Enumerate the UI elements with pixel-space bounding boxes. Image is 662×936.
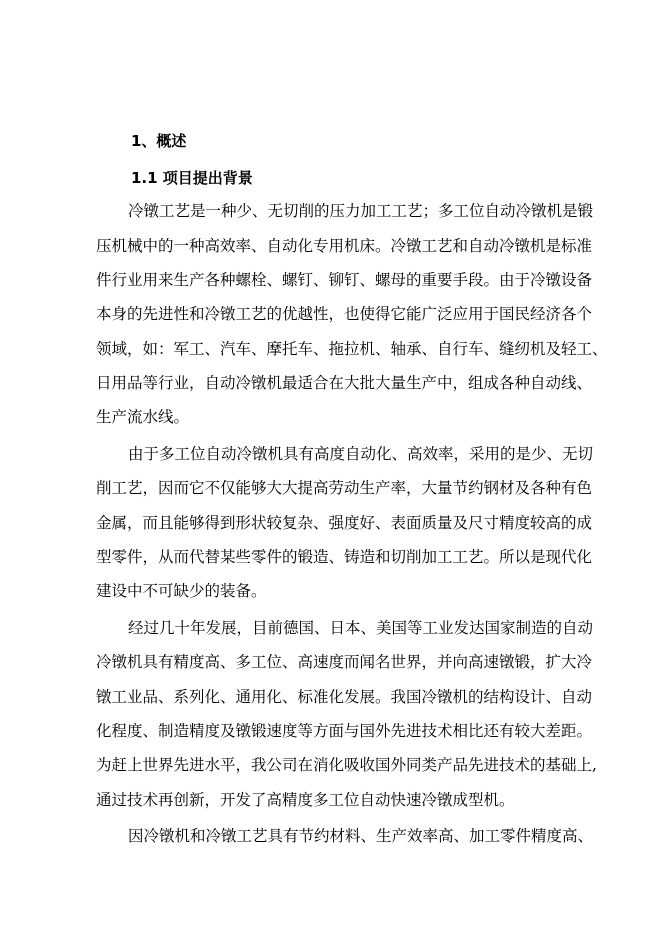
- paragraph-2-line-2: 削工艺，因而它不仅能够大大提高劳动生产率，大量节约钢材及各种有色: [96, 479, 593, 497]
- paragraph-2-line-3: 金属，而且能够得到形状较复杂、强度好、表面质量及尺寸精度较高的成: [96, 514, 593, 532]
- paragraph-1-line-6: 日用品等行业，自动冷镦机最适合在大批大量生产中，组成各种自动线、: [96, 374, 593, 392]
- subsection-heading: 1.1 项目提出背景: [131, 169, 253, 187]
- paragraph-3-line-6: 通过技术再创新，开发了高精度多工位自动快速冷镦成型机。: [96, 791, 515, 809]
- paragraph-3-line-2: 冷镦机具有精度高、多工位、高速度而闻名世界，并向高速镦锻，扩大冷: [96, 653, 593, 671]
- paragraph-2-line-4: 型零件，从而代替某些零件的锻造、铸造和切削加工工艺。所以是现代化: [96, 548, 593, 566]
- paragraph-3-line-5: 为赶上世界先进水平，我公司在消化吸收国外同类产品先进技术的基础上,: [96, 756, 597, 774]
- paragraph-1-line-7: 生产流水线。: [96, 408, 190, 426]
- paragraph-1-line-3: 件行业用来生产各种螺栓、螺钉、铆钉、螺母的重要手段。由于冷镦设备: [96, 271, 593, 289]
- section-heading: 1、概述: [131, 132, 187, 150]
- paragraph-1-line-5: 领域，如：军工、汽车、摩托车、拖拉机、轴承、自行车、缝纫机及轻工、: [96, 340, 608, 358]
- paragraph-4-line-1: 因冷镦机和冷镦工艺具有节约材料、生产效率高、加工零件精度高、: [128, 827, 594, 845]
- paragraph-1-line-2: 压机械中的一种高效率、自动化专用机床。冷镦工艺和自动冷镦机是标准: [96, 237, 593, 255]
- paragraph-2-line-1: 由于多工位自动冷镦机具有高度自动化、高效率，采用的是少、无切: [128, 445, 594, 463]
- paragraph-2-line-5: 建设中不可缺少的装备。: [96, 582, 267, 600]
- paragraph-3-line-3: 镦工业品、系列化、通用化、标准化发展。我国冷镦机的结构设计、自动: [96, 688, 593, 706]
- paragraph-3-line-1: 经过几十年发展，目前德国、日本、美国等工业发达国家制造的自动: [128, 619, 594, 637]
- paragraph-1-line-1: 冷镦工艺是一种少、无切削的压力加工工艺；多工位自动冷镦机是锻: [128, 202, 594, 220]
- paragraph-3-line-4: 化程度、制造精度及镦锻速度等方面与国外先进技术相比还有较大差距。: [96, 722, 593, 740]
- paragraph-1-line-4: 本身的先进性和冷镦工艺的优越性，也使得它能广泛应用于国民经济各个: [96, 305, 593, 323]
